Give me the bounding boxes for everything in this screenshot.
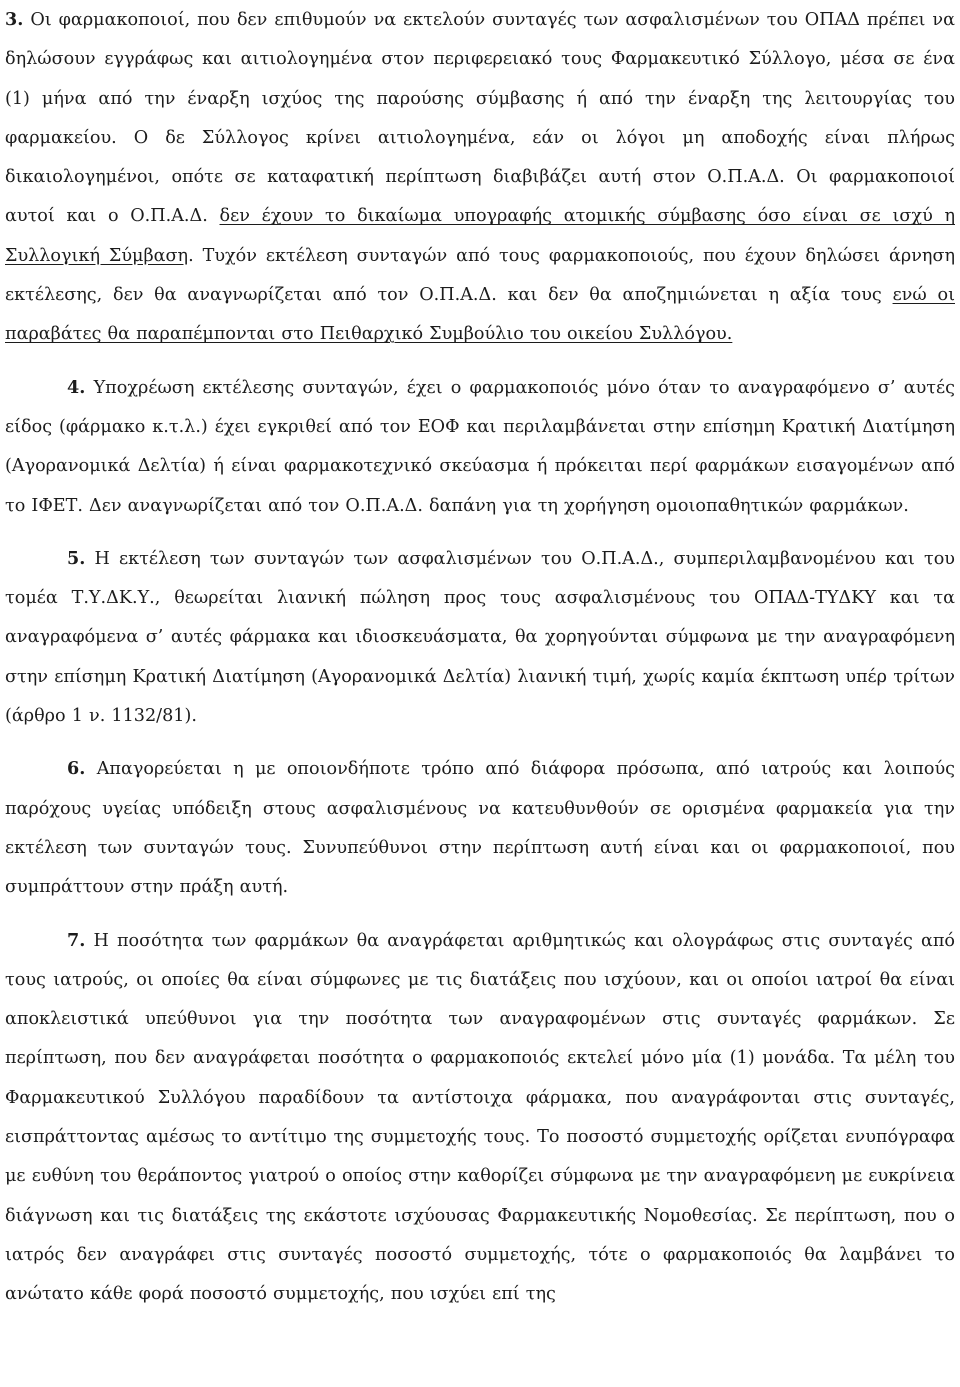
paragraph-3 (5, 0, 955, 355)
paragraph-7 (5, 921, 955, 1315)
paragraph-number: 3. (5, 9, 24, 30)
paragraph-text: Οι φαρμακοποιοί, που δεν επιθυμούν να εκτελούν συνταγές των ασφαλισμένων του ΟΠΑΔ πρέπει να δηλώσουν εγγράφως και αιτιολογημένα στον περιφερειακό τους Φαρμακευτικό Σύλλογο, μέσα σε ένα (1) μήνα από την έναρξη ισχύος της παρούσης σύμβασης ή από την έναρξη της λειτουργίας του φαρμακείου. Ο δε Σύλλογος κρίνει αιτιολογημένα, εάν οι λόγοι μη αποδοχής είναι πλήρως δικαιολογημένοι, οπότε σε καταφατική περίπτωση διαβιβάζει αυτή στον Ο.Π.Α.Δ. Οι φαρμακοποιοί αυτοί και ο Ο.Π.Α.Δ. (5, 10, 955, 227)
paragraph-text: Η εκτέλεση των συνταγών των ασφαλισμένων του Ο.Π.Α.Δ., συμπεριλαμβανομένου και του τομέα Τ.Υ.ΔΚ.Υ., θεωρείται λιανική πώληση προς τους ασφαλισμένους του ΟΠΑΔ-ΤΥΔΚΥ και τα αναγραφόμενα σ’ αυτές φάρμακα και ιδιοσκευάσματα, θα χορηγούνται σύμφωνα με την αναγραφόμενη στην επίσημη Κρατική Διατίμηση (Αγορανομικά Δελτία) λιανική τιμή, χωρίς καμία έκπτωση υπέρ τρίτων (άρθρο 1 ν. 1132/81). (5, 548, 955, 727)
paragraph-text: Η ποσότητα των φαρμάκων θα αναγράφεται αριθμητικώς και ολογράφως στις συνταγές από τους ιατρούς, οι οποίες θα είναι σύμφωνες με τις διατάξεις που ισχύουν, και οι οποίοι ιατροί θα είναι αποκλειστικά υπεύθυνοι για την ποσότητα των αναγραφομένων στις συνταγές φαρμάκων. Σε περίπτωση, που δεν αναγράφεται ποσότητα ο φαρμακοποιός εκτελεί μόνο μία (1) μονάδα. Τα μέλη του Φαρμακευτικού Συλλόγου παραδίδουν τα αντίστοιχα φάρμακα, που αναγράφονται στις συνταγές, εισπράττοντας αμέσως το αντίτιμο της συμμετοχής τους. Το ποσοστό συμμετοχής ορίζεται ενυπόγραφα με ευθύνη του θεράποντος γιατρού ο οποίος στην καθορίζει σύμφωνα με την αναγραφόμενη με ευκρίνεια διάγνωση και τις διατάξεις της εκάστοτε ισχύουσας Φαρμακευτικής Νομοθεσίας. Σε περίπτωση, που ο ιατρός δεν αναγράφει στις συνταγές ποσοστό συμμετοχής, τότε ο φαρμακοποιός θα λαμβάνει το ανώτατο κάθε φορά ποσοστό συμμετοχής, που ισχύει επί της (5, 930, 955, 1305)
paragraph-text: . Τυχόν εκτέλεση συνταγών από τους φαρμακοποιούς, που έχουν δηλώσει άρνηση εκτέλεσης, δεν θα αναγνωρίζεται από τον Ο.Π.Α.Δ. και δεν θα αποζημιώνεται η αξία τους (5, 245, 955, 306)
paragraph-5 (5, 539, 955, 736)
underlined-text: δεν έχουν το δικαίωμα υπογραφής ατομικής σύμβασης όσο είναι σε ισχύ η Συλλογική Σύμβαση (5, 206, 955, 266)
paragraph-text: Απαγορεύεται η με οποιονδήποτε τρόπο από διάφορα πρόσωπα, από ιατρούς και λοιπούς παρόχους υγείας υπόδειξη στους ασφαλισμένους να κατευθυνθούν σε ορισμένα φαρμακεία για την εκτέλεση των συνταγών τους. Συνυπεύθυνοι στην περίπτωση αυτή είναι και οι φαρμακοποιοί, που συμπράττουν στην πράξη αυτή. (5, 759, 955, 898)
paragraph-number: 6. (67, 758, 86, 780)
paragraph-6 (5, 749, 955, 907)
paragraph-4 (5, 368, 955, 526)
underlined-text: ενώ οι παραβάτες θα παραπέμπονται στο Πειθαρχικό Συμβούλιο του οικείου Συλλόγου. (5, 285, 955, 345)
paragraph-text: Υποχρέωση εκτέλεσης συνταγών, έχει ο φαρμακοποιός μόνο όταν το αναγραφόμενο σ’ αυτές είδος (φάρμακο κ.τ.λ.) έχει εγκριθεί από τον ΕΟΦ και περιλαμβάνεται στην επίσημη Κρατική Διατίμηση (Αγορανομικά Δελτία) ή είναι φαρμακοτεχνικό σκεύασμα ή πρόκειται περί φαρμάκων εισαγομένων από το ΙΦΕΤ. Δεν αναγνωρίζεται από τον Ο.Π.Α.Δ. δαπάνη για τη χορήγηση ομοιοπαθητικών φαρμάκων. (5, 377, 955, 516)
paragraph-number: 4. (67, 376, 86, 398)
paragraph-number: 7. (67, 929, 86, 951)
paragraph-number: 5. (67, 547, 86, 569)
